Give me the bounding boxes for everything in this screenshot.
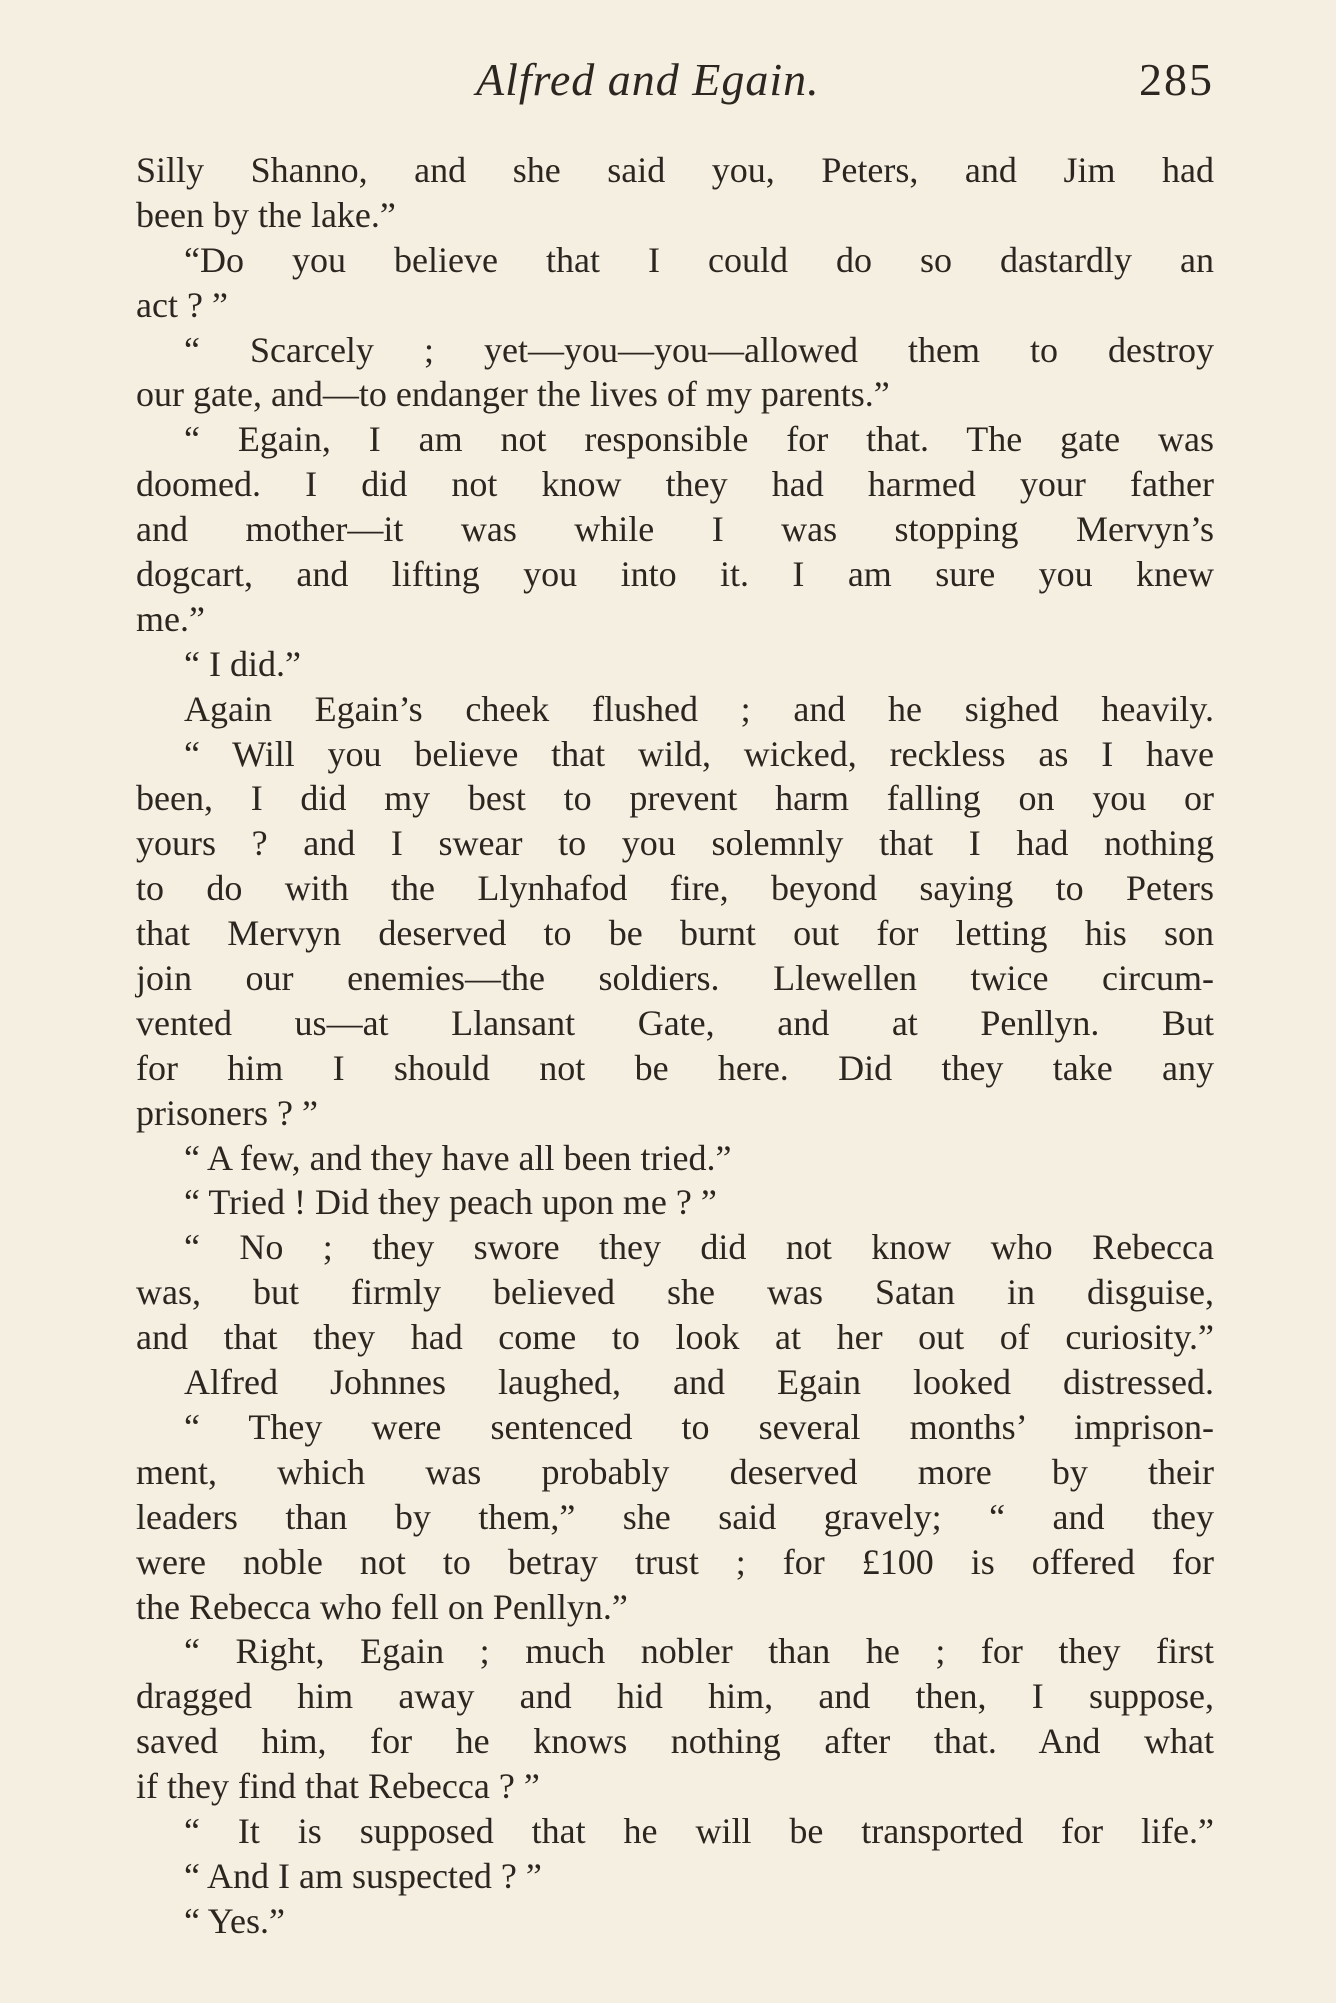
text-line: act ? ” <box>136 284 228 325</box>
text-line: was, but firmly believed she was Satan in disguise, <box>136 1272 1214 1313</box>
text-line: “ Tried ! Did they peach upon me ? ” <box>184 1182 717 1223</box>
text-line: Alfred Johnnes laughed, and Egain looked distressed. <box>184 1362 1214 1403</box>
text-line: “ Egain, I am not responsible for that. The gate was <box>184 419 1214 460</box>
text-line: “Do you believe that I could do so dastardly an <box>184 239 1214 280</box>
text-line: leaders than by them,” she said gravely; “ and they <box>136 1496 1214 1537</box>
text-line: ment, which was probably deserved more by their <box>136 1451 1214 1492</box>
text-line: “ It is supposed that he will be transported for life.” <box>184 1810 1214 1851</box>
text-line: saved him, for he knows nothing after that. And what <box>136 1721 1214 1762</box>
text-line: “ Will you believe that wild, wicked, reckless as I have <box>184 733 1214 774</box>
text-line: “ Yes.” <box>184 1900 286 1941</box>
text-line: “ I did.” <box>184 643 301 684</box>
text-line: dogcart, and lifting you into it. I am sure you knew <box>136 554 1214 595</box>
text-line: for him I should not be here. Did they take any <box>136 1047 1214 1088</box>
text-line: the Rebecca who fell on Penllyn.” <box>136 1586 628 1627</box>
text-line: vented us—at Llansant Gate, and at Penllyn. But <box>136 1002 1214 1043</box>
text-line: been by the lake.” <box>136 194 396 235</box>
text-line: were noble not to betray trust ; for £100 is offered for <box>136 1541 1214 1582</box>
text-line: Silly Shanno, and she said you, Peters, and Jim had <box>136 150 1214 190</box>
text-line: “ Right, Egain ; much nobler than he ; for they first <box>184 1631 1214 1672</box>
text-line: dragged him away and hid him, and then, I suppose, <box>136 1676 1214 1717</box>
text-line: “ And I am suspected ? ” <box>184 1855 542 1896</box>
text-line: and that they had come to look at her out of curiosity.” <box>136 1317 1214 1358</box>
text-line: been, I did my best to prevent harm falling on you or <box>136 778 1214 819</box>
text-line: prisoners ? ” <box>136 1092 318 1133</box>
text-line: doomed. I did not know they had harmed your father <box>136 464 1214 505</box>
text-line: “ Scarcely ; yet—you—you—allowed them to destroy <box>184 329 1214 370</box>
running-title: Alfred and Egain. <box>476 54 820 105</box>
running-head <box>136 52 1214 112</box>
text-line: yours ? and I swear to you solemnly that I had nothing <box>136 823 1214 864</box>
text-line: join our enemies—the soldiers. Llewellen twice circum- <box>136 958 1214 999</box>
text-line: “ No ; they swore they did not know who Rebecca <box>184 1227 1214 1268</box>
text-line: “ A few, and they have all been tried.” <box>184 1137 732 1178</box>
body-text <box>136 148 1214 1944</box>
text-line: Again Egain’s cheek flushed ; and he sighed heavily. <box>184 688 1214 729</box>
text-line: “ They were sentenced to several months’ imprison- <box>184 1406 1214 1447</box>
text-line: to do with the Llynhafod fire, beyond saying to Peters <box>136 868 1214 909</box>
text-line: that Mervyn deserved to be burnt out for letting his son <box>136 913 1214 954</box>
text-line: our gate, and—to endanger the lives of my parents.” <box>136 374 890 415</box>
text-line: me.” <box>136 598 205 639</box>
page-number: 285 <box>1139 54 1214 105</box>
text-line: if they find that Rebecca ? ” <box>136 1766 540 1807</box>
text-line: and mother—it was while I was stopping Mervyn’s <box>136 509 1214 550</box>
